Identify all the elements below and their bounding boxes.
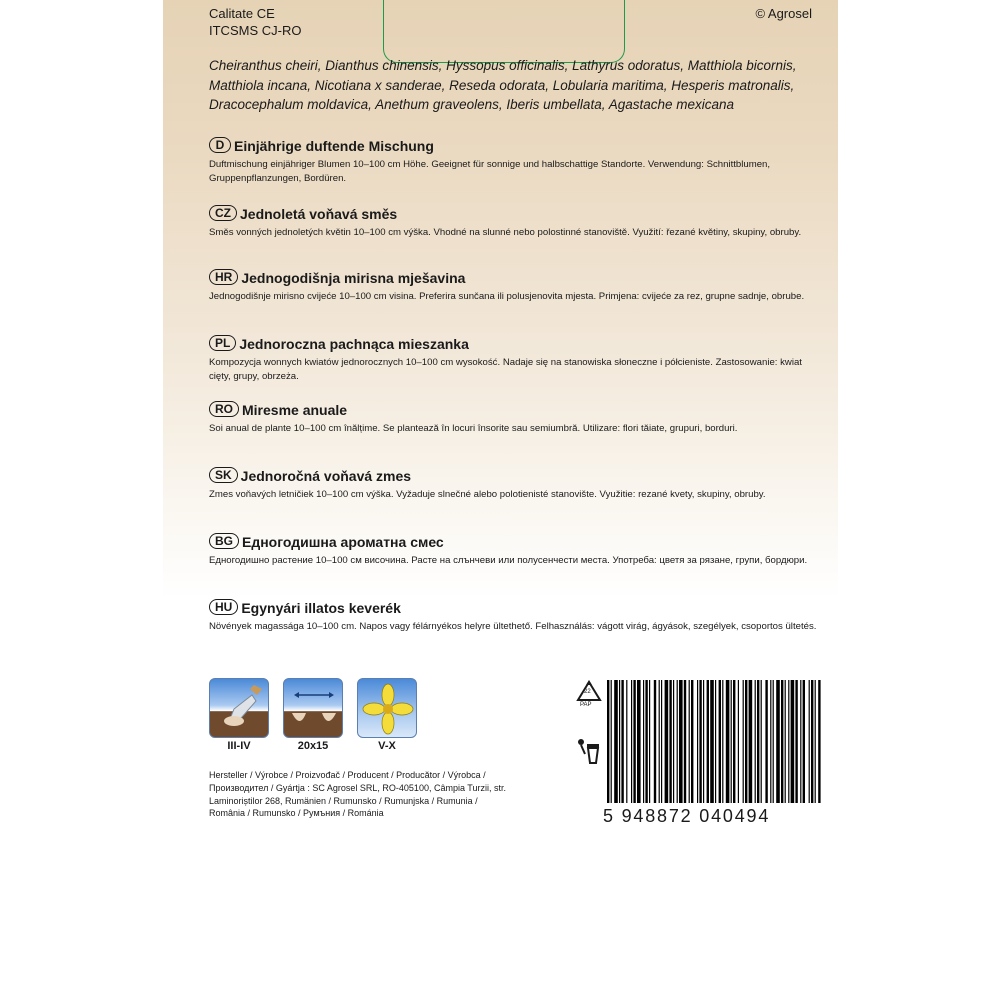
language-code-badge: HU bbox=[209, 599, 238, 615]
section-description: Növények magassága 10–100 cm. Napos vagy félárnyékos helyre ültethető. Felhasználás: vágott virág, ágyások, szegélyek, csoportos ültetés. bbox=[209, 621, 817, 632]
seed-packet-back bbox=[163, 0, 838, 1000]
barcode-bar bbox=[707, 680, 709, 803]
language-code-badge: RO bbox=[209, 401, 239, 417]
barcode-bar bbox=[719, 680, 721, 803]
section-heading: Miresme anuale bbox=[242, 402, 348, 418]
quality-line-1: Calitate CE bbox=[209, 6, 275, 21]
barcode-bar bbox=[761, 680, 762, 803]
recycle-icon bbox=[576, 680, 602, 720]
recycle-label: PAP bbox=[580, 702, 592, 708]
quality-label bbox=[209, 5, 301, 39]
barcode-bar bbox=[684, 680, 686, 803]
recycle-code: 22 bbox=[584, 689, 591, 695]
barcode bbox=[603, 680, 823, 803]
barcode-bar bbox=[637, 680, 641, 803]
barcode-bar bbox=[715, 680, 716, 803]
language-code-badge: PL bbox=[209, 335, 236, 351]
barcode-bar bbox=[731, 680, 732, 803]
barcode-bar bbox=[815, 680, 816, 803]
barcode-bar bbox=[733, 680, 735, 803]
barcode-bar bbox=[659, 680, 660, 803]
section-heading: Jednoročná voňavá zmes bbox=[240, 468, 412, 484]
barcode-bar bbox=[818, 680, 820, 803]
barcode-bar bbox=[745, 680, 747, 803]
barcode-bar bbox=[710, 680, 714, 803]
barcode-bar bbox=[621, 680, 623, 803]
hang-hole-outline bbox=[383, 0, 625, 63]
barcode-bar bbox=[755, 680, 756, 803]
barcode-bar bbox=[669, 680, 671, 803]
sowing-period: III-IV bbox=[227, 740, 251, 752]
barcode-bar bbox=[795, 680, 797, 803]
section-description: Duftmischung einjähriger Blumen 10–100 cm Höhe. Geeignet für sonnige und halbschattige Standorte. Verwendung: Schnittblumen, Gruppenpflanzungen, Bordüren. bbox=[209, 159, 771, 185]
section-d bbox=[209, 136, 819, 186]
section-description: Soi anual de plante 10–100 cm înălțime. Se plantează în locuri însorite sau semiumbră. Utilizare: flori tăiate, grupuri, borduri. bbox=[209, 423, 738, 434]
plant-spacing: 20x15 bbox=[297, 740, 329, 752]
copyright: © Agrosel bbox=[755, 6, 812, 21]
language-code-badge: HR bbox=[209, 269, 238, 285]
section-heading: Egynyári illatos keverék bbox=[241, 600, 401, 616]
barcode-bar bbox=[679, 680, 683, 803]
quality-line-2: ITCSMS CJ-RO bbox=[209, 23, 302, 38]
section-title bbox=[209, 466, 819, 486]
barcode-bar bbox=[791, 680, 795, 803]
barcode-bar bbox=[800, 680, 801, 803]
flowering-period: V-X bbox=[378, 740, 396, 752]
barcode-bar bbox=[749, 680, 753, 803]
barcode-bar bbox=[781, 680, 783, 803]
producer-info: Hersteller / Výrobce / Proizvođač / Producent / Producător / Výrobca / Производител / Gyártja : SC Agrosel SRL, RO-405100, Câmpia Turzii, str. Laminoriștilor 268, Rumänien / Rumunsko / Rumunjska / Rumunia / România / Rumunsko / Румъния / Románia bbox=[209, 770, 506, 819]
barcode-bar bbox=[803, 680, 805, 803]
barcode-bar bbox=[785, 680, 786, 803]
section-cz bbox=[209, 204, 819, 240]
section-heading: Jednoletá voňavá směs bbox=[240, 206, 398, 222]
section-description: Kompozycja wonnych kwiatów jednorocznych 10–100 cm wysokość. Nadaje się na stanowiska słoneczne i półcieniste. Zastosowanie: kwiat cięty, grupy, obrzeża. bbox=[209, 357, 802, 383]
barcode-digits: 5 948872 040494 bbox=[603, 806, 771, 826]
section-heading: Едногодишна ароматна смес bbox=[242, 534, 444, 550]
barcode-bar bbox=[689, 680, 690, 803]
section-description: Jednogodišnje mirisno cvijeće 10–100 cm visina. Preferira sunčana ili polusjenovita mjesta. Primjena: cvijeće za rez, grupne sadnje, obrube. bbox=[209, 291, 805, 302]
barcode-bar bbox=[631, 680, 632, 803]
section-pl bbox=[209, 334, 819, 384]
flower-icon bbox=[357, 678, 417, 738]
section-title bbox=[209, 598, 819, 618]
barcode-bar bbox=[691, 680, 693, 803]
section-bg bbox=[209, 532, 819, 568]
barcode-bar bbox=[773, 680, 774, 803]
barcode-bar bbox=[619, 680, 620, 803]
barcode-bar bbox=[677, 680, 678, 803]
barcode-bar bbox=[673, 680, 674, 803]
barcode-bar bbox=[770, 680, 771, 803]
barcode-bar bbox=[722, 680, 723, 803]
section-description: Směs vonných jednoletých květin 10–100 cm výška. Vhodné na slunné nebo polostinné stanoviště. Využití: řezané květiny, skupiny, obruby. bbox=[209, 227, 802, 238]
barcode-bar bbox=[703, 680, 704, 803]
barcode-bar bbox=[607, 680, 609, 803]
section-hu bbox=[209, 598, 819, 634]
section-hr bbox=[209, 268, 819, 304]
section-heading: Einjährige duftende Mischung bbox=[234, 138, 434, 154]
recycle-info bbox=[576, 680, 602, 725]
barcode-bar bbox=[776, 680, 780, 803]
barcode-bar bbox=[654, 680, 656, 803]
section-title bbox=[209, 268, 819, 288]
barcode-bar bbox=[614, 680, 618, 803]
barcode-bar bbox=[809, 680, 810, 803]
barcode-bar bbox=[811, 680, 813, 803]
section-description: Едногодишно растение 10–100 см височина. Расте на слънчеви или полусенчести места. Употреба: цветя за рязане, групи, бордюри. bbox=[209, 555, 808, 566]
section-title bbox=[209, 204, 819, 224]
language-code-badge: BG bbox=[209, 533, 239, 549]
barcode-bar bbox=[661, 680, 662, 803]
barcode-bar bbox=[645, 680, 647, 803]
barcode-bar bbox=[665, 680, 669, 803]
barcode-bar bbox=[611, 680, 612, 803]
section-heading: Jednogodišnja mirisna mješavina bbox=[241, 270, 466, 286]
barcode-bar bbox=[697, 680, 698, 803]
trash-bin-icon bbox=[576, 736, 602, 766]
section-description: Zmes voňavých letničiek 10–100 cm výška. Vyžaduje slnečné alebo polotienisté stanovište. Využitie: rezané kvety, skupiny, obruby. bbox=[209, 489, 766, 500]
barcode-bar bbox=[643, 680, 644, 803]
language-code-badge: SK bbox=[209, 467, 238, 483]
section-title bbox=[209, 334, 819, 354]
barcode-bar bbox=[633, 680, 635, 803]
sowing-trowel-icon bbox=[209, 678, 269, 738]
barcode-bar bbox=[765, 680, 767, 803]
barcode-bar bbox=[788, 680, 789, 803]
latin-names: Cheiranthus cheiri, Dianthus chinensis, Hyssopus officinalis, Lathyrus odoratus, Matthiola bicornis, Matthiola incana, Nicotiana x sanderae, Reseda odorata, Lobularia maritima, Hesperis matronalis, Dracocephalum moldavica, Anethum graveolens, Iberis umbellata, Agastache mexicana bbox=[209, 58, 797, 112]
section-title bbox=[209, 532, 819, 552]
spacing-icon bbox=[283, 678, 343, 738]
section-title bbox=[209, 136, 819, 156]
barcode-bar bbox=[743, 680, 744, 803]
section-sk bbox=[209, 466, 819, 502]
language-code-badge: D bbox=[209, 137, 231, 153]
section-heading: Jednoroczna pachnąca mieszanka bbox=[239, 336, 469, 352]
barcode-bar bbox=[649, 680, 650, 803]
barcode-bar bbox=[699, 680, 701, 803]
section-title bbox=[209, 400, 819, 420]
barcode-bar bbox=[626, 680, 627, 803]
barcode-bar bbox=[738, 680, 739, 803]
language-code-badge: CZ bbox=[209, 205, 237, 221]
barcode-bar bbox=[726, 680, 730, 803]
barcode-bar bbox=[757, 680, 759, 803]
section-ro bbox=[209, 400, 819, 436]
